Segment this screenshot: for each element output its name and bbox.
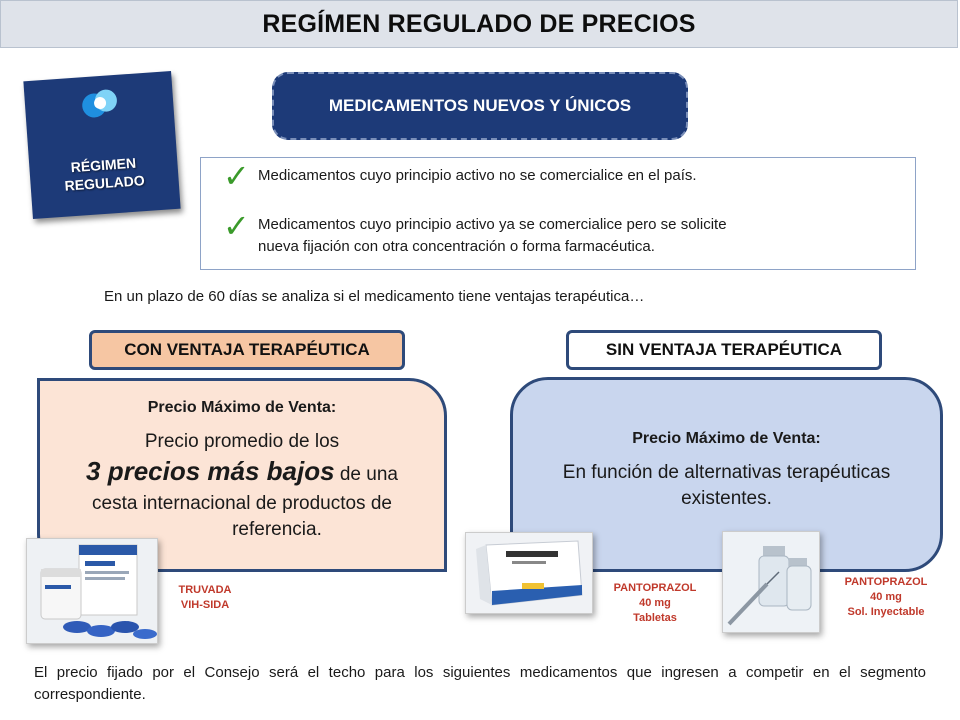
check-icon: ✓ xyxy=(223,158,250,194)
check-icon: ✓ xyxy=(223,208,250,244)
regimen-regulado-label xyxy=(29,151,179,197)
pantoprazol-tabletas-caption xyxy=(594,581,716,626)
page-title: REGÍMEN REGULADO DE PRECIOS xyxy=(0,0,958,48)
criteria-item-2-line2: nueva fijación con otra concentración o forma farmacéutica. xyxy=(258,238,655,255)
truvada-caption xyxy=(160,583,250,613)
right-panel-line1: En función de alternativas terapéuticas xyxy=(562,462,891,483)
left-panel-emphasis: 3 precios más bajos xyxy=(86,456,335,486)
left-panel-line4: referencia. xyxy=(232,519,322,540)
pantoprazol-tabletas-image xyxy=(465,532,593,614)
footer-note: El precio fijado por el Consejo será el techo para los siguientes medicamentos que ingresen a competir en el segmento correspondiente. xyxy=(34,664,926,703)
regimen-regulado-card xyxy=(23,71,180,219)
left-panel-line1: Precio promedio de los xyxy=(144,431,340,452)
truvada-caption-line2: VIH-SIDA xyxy=(180,599,230,611)
right-panel-line2: existentes. xyxy=(681,488,772,509)
pantoprazol-inyectable-line2: 40 mg xyxy=(870,591,902,603)
truvada-product-image xyxy=(26,538,158,644)
nuevos-unicos-box: MEDICAMENTOS NUEVOS Y ÚNICOS xyxy=(272,72,688,140)
left-panel-line2 xyxy=(40,455,444,491)
criteria-item-1-text: Medicamentos cuyo principio activo no se comercialice en el país. xyxy=(258,167,697,184)
analysis-note: En un plazo de 60 días se analiza si el medicamento tiene ventajas terapéutica… xyxy=(104,288,645,305)
pantoprazol-inyectable-line3: Sol. Inyectable xyxy=(847,606,925,618)
regimen-label-line1: RÉGIMEN xyxy=(70,154,137,176)
pantoprazol-inyectable-caption xyxy=(832,575,940,620)
pantoprazol-tabletas-line3: Tabletas xyxy=(633,612,677,624)
right-panel-heading: Precio Máximo de Venta: xyxy=(632,430,821,447)
criteria-box xyxy=(200,157,916,270)
left-panel-line3: cesta internacional de productos de xyxy=(92,493,392,514)
criteria-item-2-line1: Medicamentos cuyo principio activo ya se comercialice pero se solicite xyxy=(258,216,727,233)
sin-ventaja-tag: SIN VENTAJA TERAPÉUTICA xyxy=(566,330,882,370)
regimen-label-line2: REGULADO xyxy=(64,172,146,194)
con-ventaja-tag: CON VENTAJA TERAPÉUTICA xyxy=(89,330,405,370)
pantoprazol-inyectable-image xyxy=(722,531,820,633)
pantoprazol-tabletas-line2: 40 mg xyxy=(639,597,671,609)
pantoprazol-inyectable-line1: PANTOPRAZOL xyxy=(844,576,928,588)
left-panel-line2-rest: de una xyxy=(334,464,398,485)
truvada-caption-line1: TRUVADA xyxy=(178,584,232,596)
criteria-item-1 xyxy=(258,165,898,187)
pantoprazol-tabletas-line1: PANTOPRAZOL xyxy=(613,582,697,594)
blue-circles-logo-icon xyxy=(79,87,121,122)
left-panel-heading: Precio Máximo de Venta: xyxy=(147,399,337,416)
criteria-item-2 xyxy=(258,214,898,258)
